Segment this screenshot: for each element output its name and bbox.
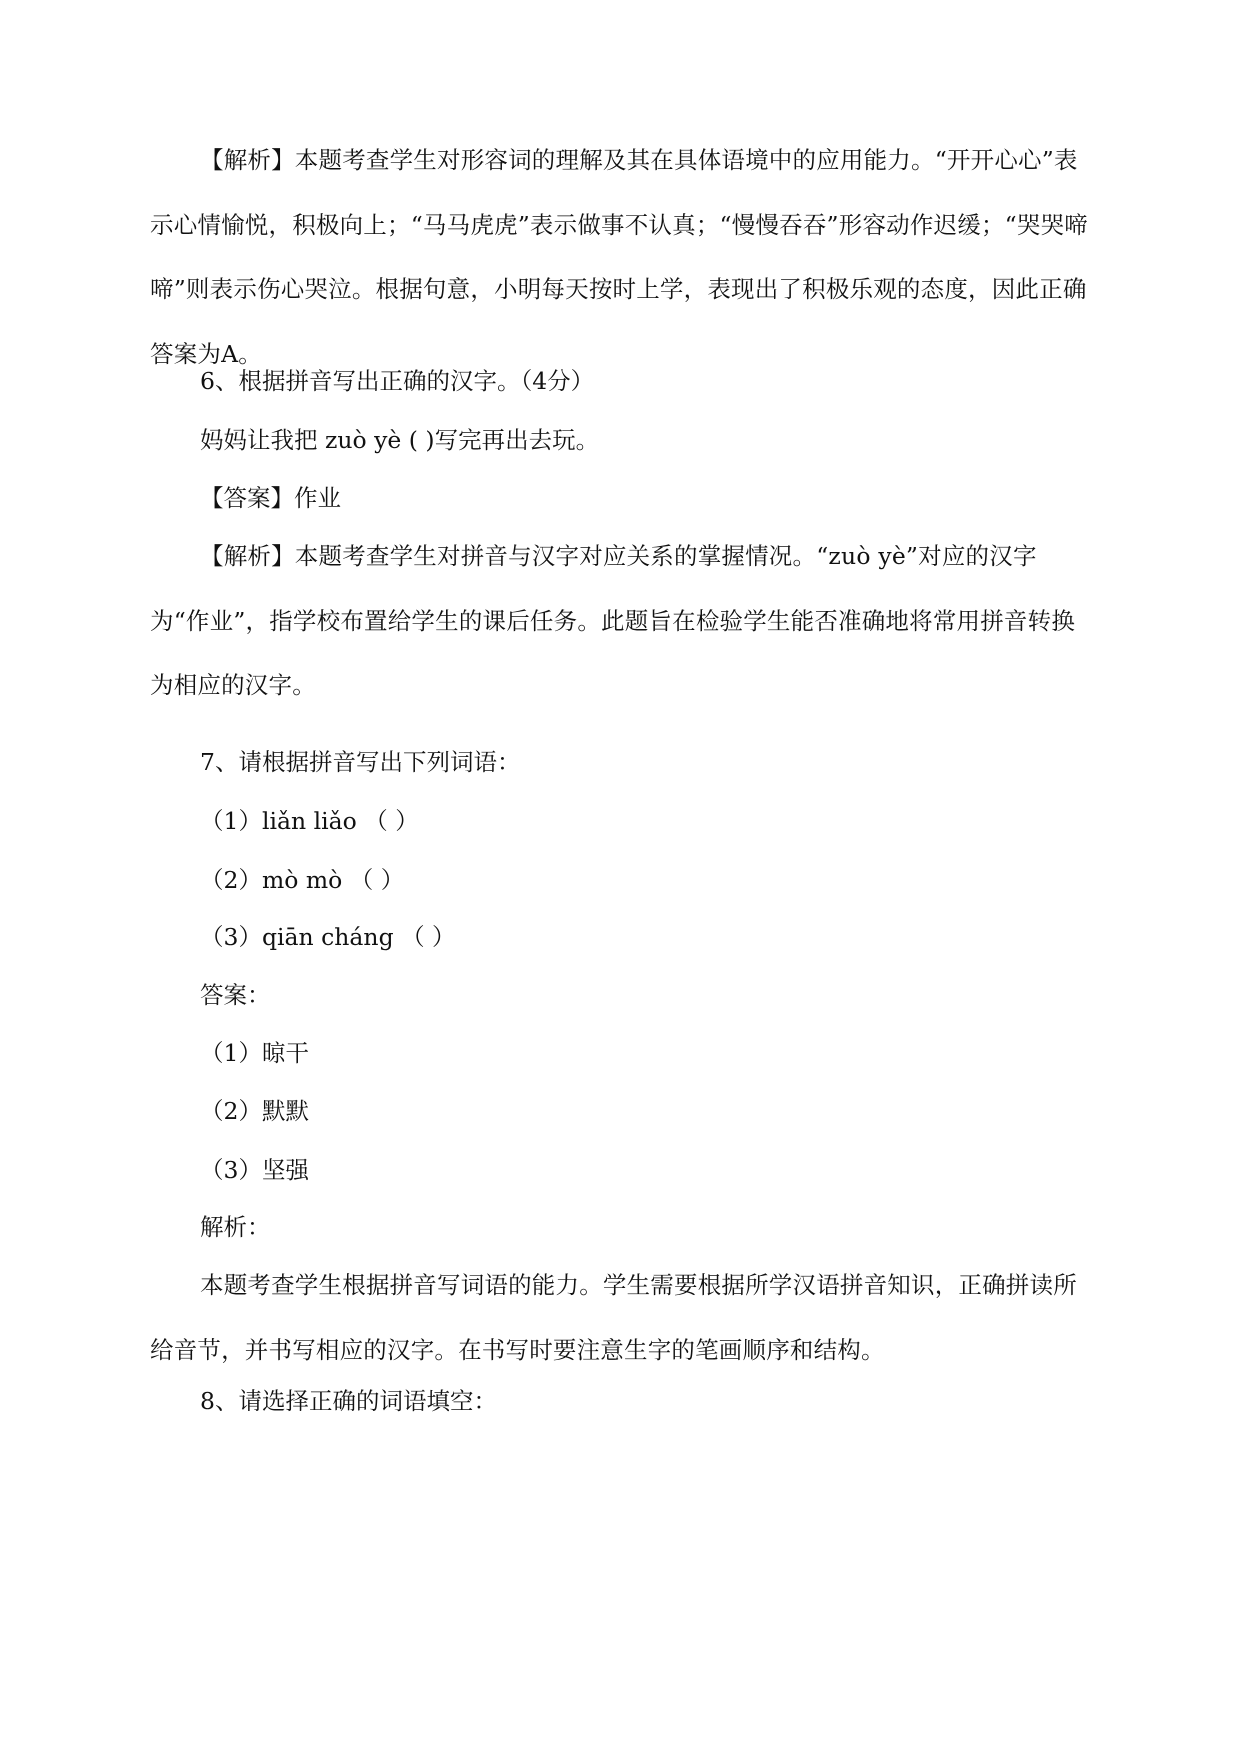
q7-answer-1: （1）晾干 [200, 1039, 309, 1067]
q6-title: 6、根据拼音写出正确的汉字。（4分） [200, 367, 595, 395]
q6-answer: 【答案】作业 [200, 484, 341, 512]
q7-analysis-paragraph: 本题考查学生根据拼音写词语的能力。学生需要根据所学汉语拼音知识，正确拼读所给音节，并书写相应的汉字。在书写时要注意生字的笔画顺序和结构。 [150, 1271, 1077, 1364]
q7-item-2: （2）mò mò （ ） [200, 866, 405, 894]
q8-title: 8、请选择正确的词语填空： [200, 1387, 497, 1415]
q7-answer-3: （3）坚强 [200, 1156, 309, 1184]
q7-answer-2: （2）默默 [200, 1097, 309, 1125]
q7-analysis-label: 解析： [200, 1213, 271, 1241]
q7-item-3: （3）qiān cháng （ ） [200, 923, 456, 951]
q7-answer-label: 答案： [200, 981, 271, 1009]
q5-analysis-paragraph: 【解析】本题考查学生对形容词的理解及其在具体语境中的应用能力。“开开心心”表示心情愉悦，积极向上；“马马虎虎”表示做事不认真；“慢慢吞吞”形容动作迟缓；“哭哭啼啼”则表示伤心哭泣。根据句意，小明每天按时上学，表现出了积极乐观的态度，因此正确答案为A。 [150, 146, 1088, 368]
q6-sentence: 妈妈让我把 zuò yè ( )写完再出去玩。 [200, 426, 600, 454]
q6-analysis-paragraph: 【解析】本题考查学生对拼音与汉字对应关系的掌握情况。“zuò yè”对应的汉字为“作业”，指学校布置给学生的课后任务。此题旨在检验学生能否准确地将常用拼音转换为相应的汉字。 [150, 542, 1076, 699]
q7-title: 7、请根据拼音写出下列词语： [200, 748, 521, 776]
q7-item-1: （1）liǎn liǎo （ ） [200, 807, 419, 835]
